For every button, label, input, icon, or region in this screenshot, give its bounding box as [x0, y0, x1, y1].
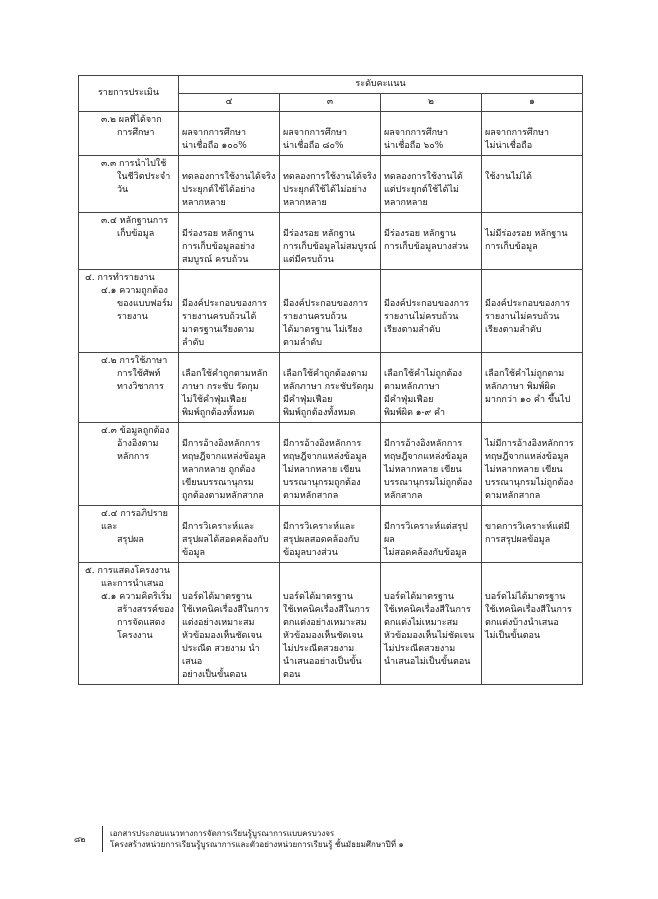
criteria-line: น่าเชื่อถือ ๘๐%	[283, 141, 344, 151]
criteria-cell-level-4	[179, 213, 280, 270]
criteria-line: บอร์ดได้มาตรฐาน	[384, 592, 455, 602]
criteria-line: มีการวิเคราะห์แต่สรุปผล	[384, 522, 468, 545]
criteria-cell-level-2	[381, 423, 482, 506]
criteria-line: มีการอ้างอิงหลักการ	[182, 439, 261, 449]
criteria-cell-level-3	[280, 112, 381, 156]
criteria-line: ข้อมูลบางส่วน	[283, 548, 338, 558]
criteria-line: หลากหลาย	[384, 198, 428, 208]
criteria-line: ตกแต่งอย่างเหมาะสม	[283, 618, 367, 628]
table-row	[79, 112, 583, 156]
criteria-line: มีองค์ประกอบของการ	[384, 299, 469, 309]
criteria-line: ไม่หลากหลาย เขียน	[283, 465, 361, 475]
assessment-item	[79, 213, 179, 270]
criteria-line: อย่างเป็นขั้นตอน	[182, 670, 247, 680]
criteria-line: ไม่สอดคล้องกับข้อมูล	[384, 548, 467, 558]
criteria-line: มีองค์ประกอบของการ	[485, 299, 570, 309]
criteria-line: การเก็บข้อมูลไม่สมบูรณ์	[283, 242, 377, 252]
criteria-cell-level-1	[482, 213, 583, 270]
footer-divider	[102, 826, 103, 852]
level-4: ๔	[179, 94, 280, 112]
criteria-cell-level-4	[179, 563, 280, 685]
criteria-line: เลือกใช้คำถูกตามหลัก	[182, 369, 268, 379]
criteria-cell-level-3	[280, 213, 381, 270]
criteria-line: ไม่ใช้คำฟุ่มเฟือย	[182, 395, 247, 405]
table-row	[79, 156, 583, 213]
criteria-line: เรียงตามลำดับ	[384, 325, 441, 335]
item-line: การจัดแสดง	[117, 618, 165, 628]
criteria-cell-level-2	[381, 506, 482, 563]
criteria-line: มีองค์ประกอบของการ	[182, 299, 267, 309]
criteria-line: หลักภาษา กระชับรัดกุม	[283, 382, 374, 392]
criteria-line: หลากหลาย	[182, 198, 226, 208]
criteria-cell-level-4	[179, 353, 280, 423]
assessment-item	[79, 270, 179, 353]
item-line: รายงาน	[117, 312, 148, 322]
criteria-line: ตามหลักภาษา	[384, 382, 440, 392]
rubric-table	[78, 75, 583, 685]
criteria-line: มีการอ้างอิงหลักการ	[384, 439, 463, 449]
rubric-body	[79, 112, 583, 685]
criteria-line: ตกแต่งไม่เหมาะสม	[384, 618, 459, 628]
item-line: ๔.๒ การใช้ภาษา	[101, 356, 168, 366]
criteria-line: บอร์ดไม่ได้มาตรฐาน	[485, 592, 566, 602]
table-row	[79, 423, 583, 506]
criteria-line: การสรุปผลข้อมูล	[485, 535, 551, 545]
criteria-line: ขาดการวิเคราะห์แต่มี	[485, 522, 570, 532]
criteria-line: ตกแต่งบ้างนำเสนอ	[485, 618, 559, 628]
item-line: ๕.๑ ความคิดริเริ่ม	[101, 592, 172, 602]
criteria-line: พิมพ์ถูกต้องทั้งหมด	[182, 408, 255, 418]
criteria-cell-level-1	[482, 506, 583, 563]
footer-text	[110, 828, 490, 850]
header-item: รายการประเมิน	[79, 76, 179, 112]
criteria-cell-level-1	[482, 156, 583, 213]
criteria-line: ใช้เทคนิคเรื่องสีในการ	[182, 605, 269, 615]
criteria-line: รายงานไม่ครบถ้วน	[485, 312, 560, 322]
criteria-line: บรรณานุกรมถูกต้อง	[283, 478, 361, 488]
criteria-line: มีร่องรอย หลักฐาน	[384, 229, 457, 239]
criteria-line: ภาษา กระชับ รัดกุม	[182, 382, 259, 392]
criteria-line: รายงานครบถ้วนได้	[182, 312, 257, 322]
criteria-line: ทฤษฎีจากแหล่งข้อมูล	[182, 452, 266, 462]
criteria-cell-level-3	[280, 506, 381, 563]
criteria-cell-level-1	[482, 563, 583, 685]
criteria-line: ไม่เป็นขั้นตอน	[485, 631, 541, 641]
item-line: โครงงาน	[117, 631, 153, 641]
criteria-line: ถูกต้องตามหลักสากล	[182, 491, 264, 501]
criteria-line: ทดลองการใช้งานได้จริง	[182, 172, 276, 182]
criteria-line: ไม่ประณีตสวยงาม	[283, 644, 355, 654]
criteria-line: การเก็บข้อมูลบางส่วน	[384, 242, 469, 252]
criteria-line: ประยุกต์ใช้ได้ไม่อย่าง	[283, 185, 367, 195]
criteria-line: มากกว่า ๑๐ คำ ขึ้นไป	[485, 395, 571, 405]
criteria-line: ข้อมูล	[182, 548, 206, 558]
criteria-line: น่าเชื่อถือ ๑๐๐%	[182, 141, 247, 151]
criteria-line: ผลจากการศึกษา	[283, 128, 348, 138]
footer-line-1: เอกสารประกอบแนวทางการจัดการเรียนรู้บูรณาการแบบครบวงจร	[110, 829, 335, 838]
criteria-line: ใช้เทคนิคเรื่องสีในการ	[384, 605, 471, 615]
criteria-line: แต่ประยุกต์ใช้ได้ไม่	[384, 185, 459, 195]
criteria-line: มีร่องรอย หลักฐาน	[283, 229, 356, 239]
criteria-line: สมบูรณ์ ครบถ้วน	[182, 255, 249, 265]
item-line: ๔.๓ ข้อมูลถูกต้อง	[101, 426, 170, 436]
criteria-line: ไม่ประณีตสวยงาม	[384, 644, 456, 654]
assessment-item	[79, 506, 179, 563]
criteria-line: น่าเชื่อถือ ๖๐%	[384, 141, 444, 151]
criteria-line: หลักสากล	[384, 491, 423, 501]
criteria-line: บอร์ดได้มาตรฐาน	[182, 592, 253, 602]
criteria-line: พิมพ์ถูกต้องทั้งหมด	[283, 408, 356, 418]
criteria-line: แต่มีครบถ้วน	[283, 255, 334, 265]
criteria-cell-level-1	[482, 112, 583, 156]
criteria-line: นำเสนอไม่เป็นขั้นตอน	[384, 657, 471, 667]
level-1: ๑	[482, 94, 583, 112]
item-line: เก็บข้อมูล	[117, 229, 155, 239]
criteria-line: หลากหลาย	[283, 198, 327, 208]
criteria-line: ผลจากการศึกษา	[182, 128, 247, 138]
criteria-line: บอร์ดได้มาตรฐาน	[283, 592, 354, 602]
criteria-cell-level-4	[179, 270, 280, 353]
criteria-line: รายงานไม่ครบถ้วน	[384, 312, 459, 322]
criteria-line: ผลจากการศึกษา	[384, 128, 449, 138]
criteria-line: สรุปผลสอดคล้องกับ	[283, 535, 360, 545]
item-line: ๕. การแสดงโครงงาน	[85, 566, 171, 576]
criteria-line: หัวข้อมองเห็นไม่ชัดเจน	[384, 631, 475, 641]
item-line: ๔. การทำรายงาน	[85, 273, 155, 283]
criteria-line: ผลจากการศึกษา	[485, 128, 550, 138]
criteria-line: ทฤษฎีจากแหล่งข้อมูล	[485, 452, 569, 462]
header-row	[79, 76, 583, 94]
criteria-line: มีองค์ประกอบของการ	[283, 299, 368, 309]
criteria-line: มีคำฟุ่มเฟือย	[283, 395, 333, 405]
page-number: ๘๒	[74, 835, 86, 844]
criteria-line: บรรณานุกรมไม่ถูกต้อง	[485, 478, 574, 488]
criteria-line: เลือกใช้คำไม่ถูกตาม	[485, 369, 565, 379]
criteria-line: แต่งอย่างเหมาะสม	[182, 618, 255, 628]
item-line: หลักการ	[117, 452, 150, 462]
criteria-cell-level-4	[179, 112, 280, 156]
criteria-line: ใช้เทคนิคเรื่องสีในการ	[283, 605, 370, 615]
item-line: และการนำเสนอ	[101, 579, 164, 589]
criteria-line: ประณีต สวยงาม นำเสนอ	[182, 644, 260, 667]
criteria-line: บรรณานุกรมไม่ถูกต้อง	[384, 478, 473, 488]
criteria-cell-level-3	[280, 270, 381, 353]
header-levels: ระดับคะแนน	[179, 76, 583, 94]
criteria-line: ไม่หลากหลาย เขียน	[384, 465, 462, 475]
criteria-cell-level-2	[381, 213, 482, 270]
item-line: การใช้ศัพท์	[117, 369, 161, 379]
criteria-line: ทฤษฎีจากแหล่งข้อมูล	[384, 452, 468, 462]
criteria-cell-level-3	[280, 156, 381, 213]
criteria-line: หลักภาษา พิมพ์ผิด	[485, 382, 556, 392]
table-row	[79, 506, 583, 563]
criteria-cell-level-4	[179, 506, 280, 563]
assessment-item	[79, 423, 179, 506]
item-line: ๓.๓ การนำไปใช้	[101, 159, 167, 169]
criteria-cell-level-2	[381, 563, 482, 685]
table-row	[79, 563, 583, 685]
criteria-line: ตามลำดับ	[283, 338, 322, 348]
criteria-line: มีการอ้างอิงหลักการ	[283, 439, 362, 449]
assessment-item	[79, 156, 179, 213]
assessment-item	[79, 112, 179, 156]
item-line: ของแบบฟอร์ม	[117, 299, 173, 309]
criteria-cell-level-1	[482, 270, 583, 353]
criteria-line: ไม่มีร่องรอย หลักฐาน	[485, 229, 568, 239]
level-2: ๒	[381, 94, 482, 112]
criteria-line: เรียงตามลำดับ	[485, 325, 542, 335]
criteria-line: ไม่น่าเชื่อถือ	[485, 141, 533, 151]
criteria-line: นำเสนออย่างเป็นขั้นตอน	[283, 657, 362, 680]
level-3: ๓	[280, 94, 381, 112]
criteria-cell-level-4	[179, 156, 280, 213]
criteria-line: ตามหลักสากล	[283, 491, 339, 501]
criteria-cell-level-2	[381, 156, 482, 213]
criteria-line: ทดลองการใช้งานได้	[384, 172, 463, 182]
criteria-line: ไม่หลากหลาย เขียน	[485, 465, 563, 475]
criteria-line: เลือกใช้คำไม่ถูกต้อง	[384, 369, 463, 379]
item-line: ๔.๔ การอภิปรายและ	[101, 509, 168, 532]
item-line: ในชีวิตประจำวัน	[117, 172, 171, 195]
item-line: ทางวิชาการ	[117, 382, 164, 392]
criteria-line: รายงานครบถ้วน	[283, 312, 347, 322]
criteria-line: การเก็บข้อมูลอย่าง	[182, 242, 255, 252]
criteria-cell-level-2	[381, 353, 482, 423]
criteria-line: มีการวิเคราะห์และ	[182, 522, 255, 532]
criteria-line: การเก็บข้อมูล	[485, 242, 538, 252]
criteria-line: มาตรฐานเรียงตามลำดับ	[182, 325, 255, 348]
criteria-cell-level-3	[280, 563, 381, 685]
criteria-cell-level-1	[482, 353, 583, 423]
criteria-cell-level-3	[280, 353, 381, 423]
item-line: สรุปผล	[117, 535, 144, 545]
assessment-item	[79, 563, 179, 685]
criteria-line: เลือกใช้คำถูกต้องตาม	[283, 369, 368, 379]
criteria-line: หัวข้อมองเห็นชัดเจน	[283, 631, 363, 641]
item-line: ๓.๒ ผลที่ได้จาก	[101, 115, 162, 125]
criteria-line: ใช้งานไม่ได้	[485, 172, 532, 182]
criteria-line: ไม่มีการอ้างอิงหลักการ	[485, 439, 574, 449]
criteria-cell-level-2	[381, 112, 482, 156]
item-line: อ้างอิงตาม	[117, 439, 159, 449]
criteria-line: ทฤษฎีจากแหล่งข้อมูล	[283, 452, 367, 462]
criteria-line: ใช้เทคนิคเรื่องสีในการ	[485, 605, 572, 615]
item-line: สร้างสรรค์ของ	[117, 605, 174, 615]
criteria-line: หัวข้อมองเห็นชัดเจน	[182, 631, 262, 641]
item-line: ๓.๔ หลักฐานการ	[101, 216, 169, 226]
criteria-line: สรุปผลได้สอดคล้องกับ	[182, 535, 269, 545]
footer-line-2: โครงสร้างหน่วยการเรียนรู้บูรณาการและตัวอย่างหน่วยการเรียนรู้ ชั้นมัธยมศึกษาปีที่ ๑	[110, 840, 404, 849]
criteria-line: มีร่องรอย หลักฐาน	[182, 229, 255, 239]
criteria-cell-level-1	[482, 423, 583, 506]
criteria-line: หลากหลาย ถูกต้อง	[182, 465, 256, 475]
criteria-line: เขียนบรรณานุกรม	[182, 478, 254, 488]
criteria-line: ได้มาตรฐาน ไม่เรียง	[283, 325, 363, 335]
table-row	[79, 270, 583, 353]
criteria-line: มีคำฟุ่มเฟือย	[384, 395, 434, 405]
criteria-line: ประยุกต์ใช้ได้อย่าง	[182, 185, 255, 195]
criteria-line: ทดลองการใช้งานได้จริง	[283, 172, 377, 182]
criteria-cell-level-4	[179, 423, 280, 506]
table-row	[79, 353, 583, 423]
criteria-cell-level-2	[381, 270, 482, 353]
criteria-cell-level-3	[280, 423, 381, 506]
criteria-line: พิมพ์ผิด ๑-๙ คำ	[384, 408, 446, 418]
criteria-line: มีการวิเคราะห์และ	[283, 522, 356, 532]
item-line: ๔.๑ ความถูกต้อง	[101, 286, 168, 296]
criteria-line: ตามหลักสากล	[485, 491, 541, 501]
item-line: การศึกษา	[117, 128, 155, 138]
table-row	[79, 213, 583, 270]
assessment-item	[79, 353, 179, 423]
